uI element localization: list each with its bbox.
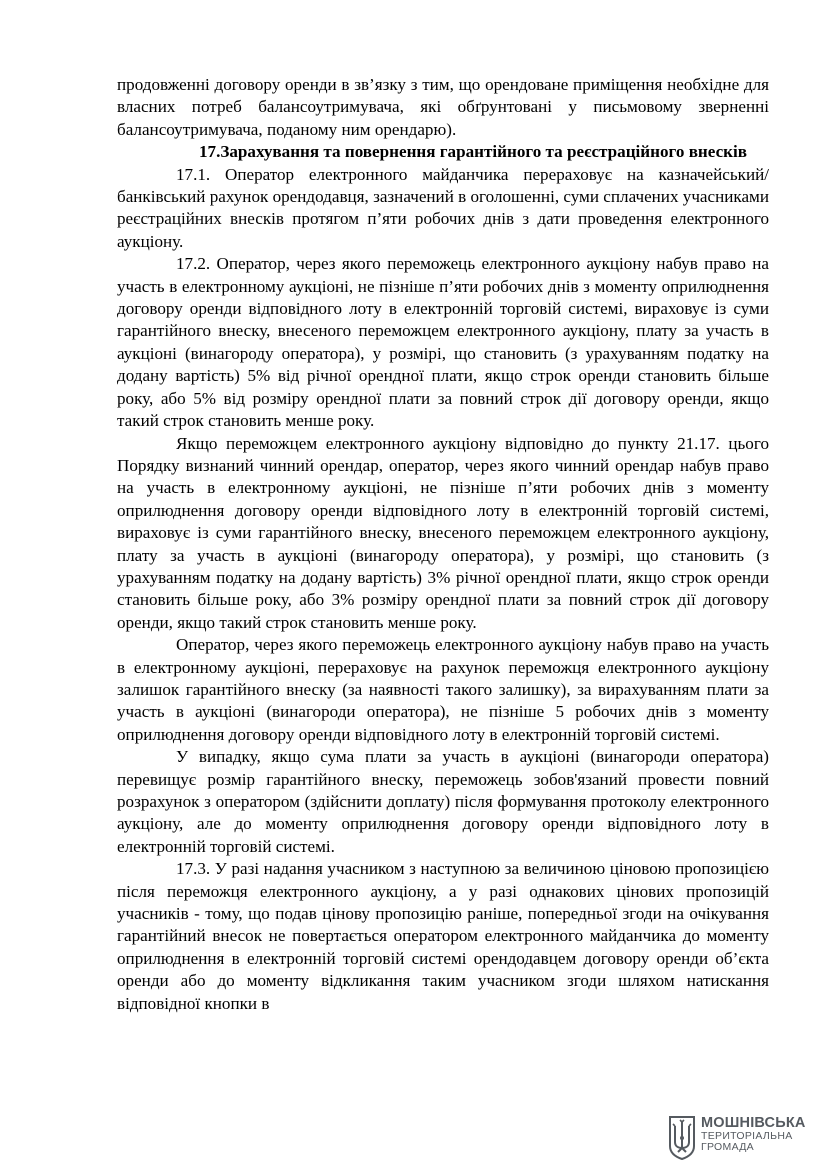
paragraph-surcharge: У випадку, якщо сума плати за участь в аукціоні (винагороди оператора) перевищує розмір гарантійного внеску, переможець зобов'язаний провести повний розрахунок з оператором (здійснити доплату) після формування протоколу електронного аукціону, але до моменту оприлюднення договору оренди відповідного лоту в електронній торговій системі. — [117, 747, 769, 856]
paragraph-17-3: 17.3. У разі надання учасником з наступною за величиною ціновою пропозицією після переможця електронного аукціону, а у разі однакових цінових пропозицій учасників - тому, що подав цінову пропозицію раніше, попередньої згоди на очікування гарантійний внесок не повертається оператором електронного майданчика до моменту оприлюднення в електронній торговій системі орендодавцем договору оренди об’єкта оренди або до моменту відкликання таким учасником згоди шляхом натискання відповідної кнопки в — [117, 859, 769, 1013]
paragraph-17-1: 17.1. Оператор електронного майданчика перераховує на казначейський/банківський рахунок орендодавця, зазначений в оголошенні, суми сплачених учасниками реєстраційних внесків протягом п’яти робочих днів з дати проведення електронного аукціону. — [117, 164, 769, 251]
community-logo — [668, 1116, 808, 1162]
paragraph-continuation: продовженні договору оренди в зв’язку з тим, що орендоване приміщення необхідне для власних потреб балансоутримувача, які обґрунтовані у письмовому зверненні балансоутримувача, поданому ним орендарю). — [117, 75, 769, 139]
community-brand — [701, 1116, 806, 1153]
paragraph-current-tenant: Якщо переможцем електронного аукціону відповідно до пункту 21.17. цього Порядку визнаний чинний орендар, оператор, через якого чинний орендар набув право на участь в електронному аукціоні, не пізніше п’яти робочих днів з моменту оприлюднення договору оренди відповідного лоту в електронній торговій системі, вираховує із суми гарантійного внеску, внесеного переможцем електронного аукціону, плату за участь в аукціоні (винагороду оператора), у розмірі, що становить (з урахуванням податку на додану вартість) 3% річної орендної плати, якщо строк оренди становить більше року, або 3% розміру орендної плати за повний строк дії договору оренди, якщо такий строк становить менше року. — [117, 433, 769, 632]
section-heading: 17.Зарахування та повернення гарантійного та реєстраційного внесків — [198, 142, 747, 162]
brand-line-2: ТЕРИТОРІАЛЬНА — [701, 1130, 793, 1142]
trident-icon — [668, 1116, 696, 1160]
brand-name: МОШНІВСЬКА — [701, 1115, 806, 1131]
brand-line-3: ГРОМАДА — [701, 1141, 754, 1153]
document-page — [117, 74, 769, 1015]
paragraph-17-2: 17.2. Оператор, через якого переможець електронного аукціону набув право на участь в електронному аукціоні, не пізніше п’яти робочих днів з моменту оприлюднення договору оренди відповідного лоту в електронній торговій системі, вираховує із суми гарантійного внеску, внесеного переможцем електронного аукціону, плату за участь в аукціоні (винагороду оператора), у розмірі, що становить (з урахуванням податку на додану вартість) 5% від річної орендної плати, якщо строк оренди становить більше року, або 5% від розміру орендної плати за повний строк дії договору оренди, якщо такий строк становить менше року. — [117, 254, 769, 431]
paragraph-refund-balance: Оператор, через якого переможець електронного аукціону набув право на участь в електронному аукціоні, перераховує на рахунок переможця електронного аукціону залишок гарантійного внеску (за наявності такого залишку), за вирахуванням плати за участь в аукціоні (винагороди оператора), не пізніше 5 робочих днів з моменту оприлюднення договору оренди відповідного лоту в електронній торговій системі. — [117, 635, 769, 744]
